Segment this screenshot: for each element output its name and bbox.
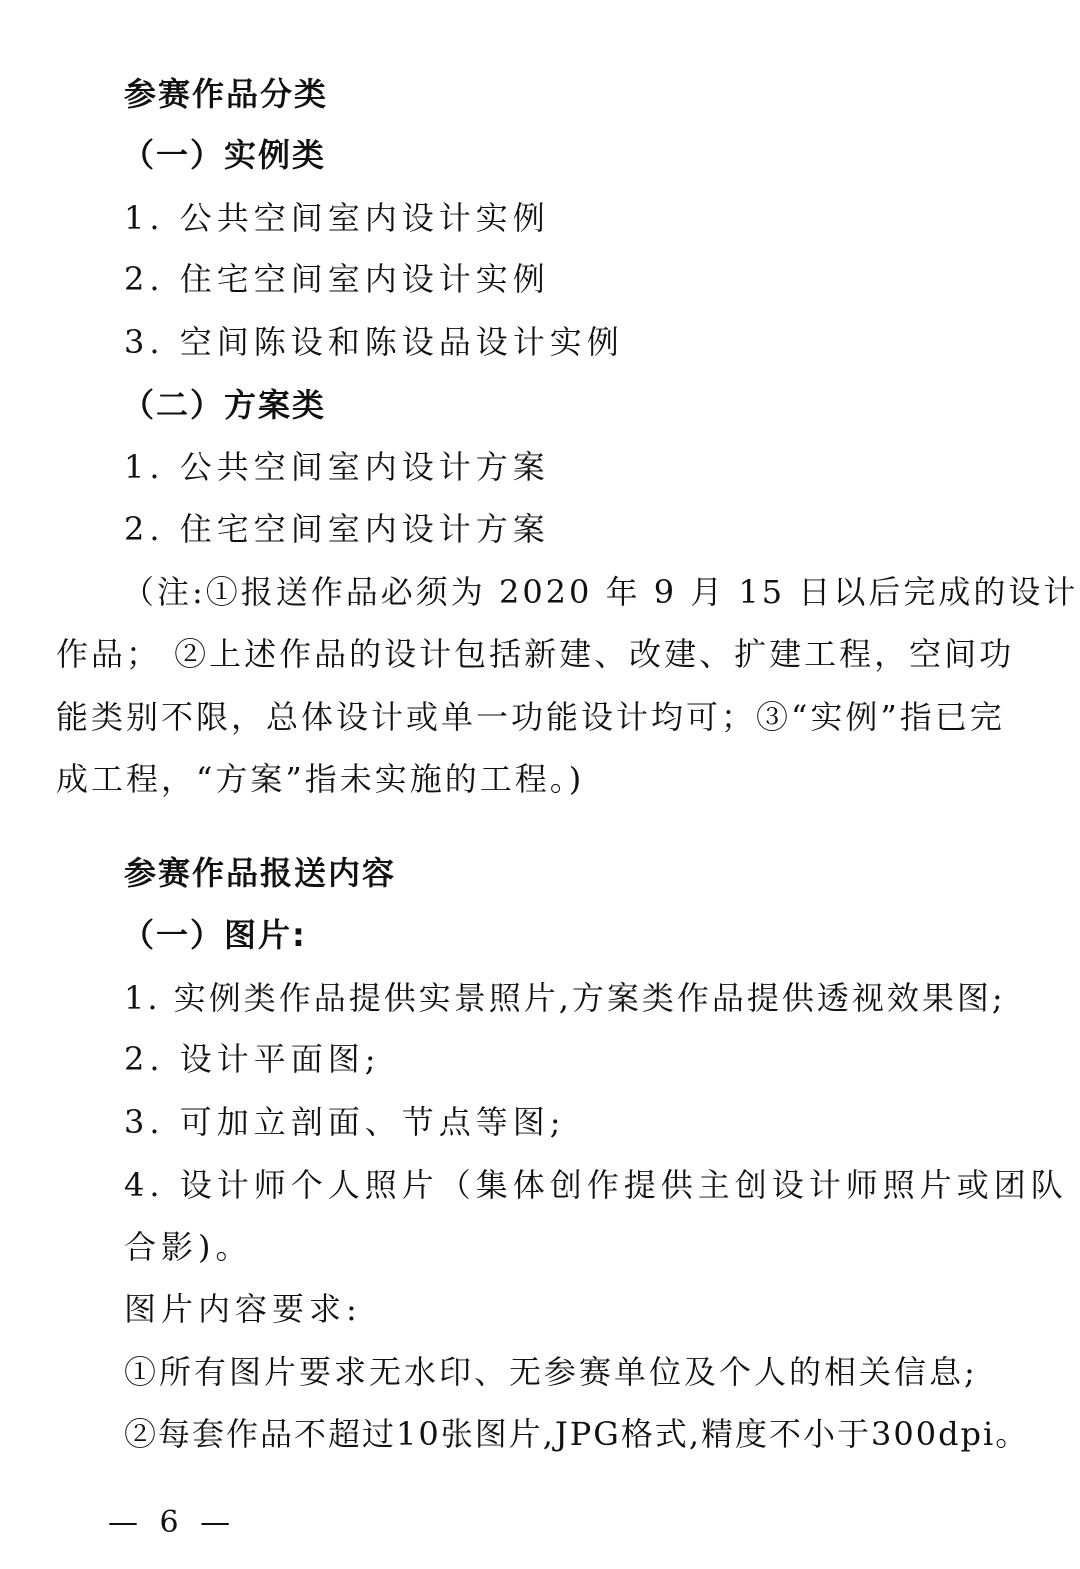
group-title-images: （一）图片: — [122, 916, 307, 954]
note-line: 成工程，“方案”指未实施的工程。) — [56, 760, 585, 798]
list-item: 1. 实例类作品提供实景照片,方案类作品提供透视效果图; — [124, 979, 1006, 1017]
list-item: 4. 设计师个人照片（集体创作提供主创设计师照片或团队 — [124, 1166, 1068, 1204]
requirements-title: 图片内容要求: — [124, 1290, 362, 1328]
list-item: 3. 空间陈设和陈设品设计实例 — [124, 323, 624, 361]
group-title-proposals: （二）方案类 — [122, 386, 327, 424]
section-title-categories: 参赛作品分类 — [124, 75, 329, 113]
note-line: 作品； ②上述作品的设计包括新建、改建、扩建工程，空间功 — [56, 635, 1015, 673]
list-item: 1. 公共空间室内设计实例 — [124, 199, 550, 237]
list-item-continuation: 合影)。 — [124, 1228, 253, 1266]
list-item: 2. 住宅空间室内设计实例 — [124, 260, 550, 298]
requirement-item: ①所有图片要求无水印、无参赛单位及个人的相关信息; — [124, 1353, 978, 1391]
note-line: （注:①报送作品必须为 2020 年 9 月 15 日以后完成的设计 — [122, 573, 1079, 611]
page-number: — 6 — — [108, 1505, 237, 1540]
group-title-examples: （一）实例类 — [122, 136, 327, 174]
note-line: 能类别不限，总体设计或单一功能设计均可；③“实例”指已完 — [56, 698, 1005, 736]
section-title-submission-content: 参赛作品报送内容 — [124, 854, 397, 892]
list-item: 2. 设计平面图; — [124, 1040, 381, 1078]
list-item: 3. 可加立剖面、节点等图; — [124, 1103, 566, 1141]
list-item: 1. 公共空间室内设计方案 — [124, 448, 550, 486]
list-item: 2. 住宅空间室内设计方案 — [124, 510, 550, 548]
requirement-item: ②每套作品不超过10张图片,JPG格式,精度不小于300dpi。 — [124, 1415, 1030, 1453]
